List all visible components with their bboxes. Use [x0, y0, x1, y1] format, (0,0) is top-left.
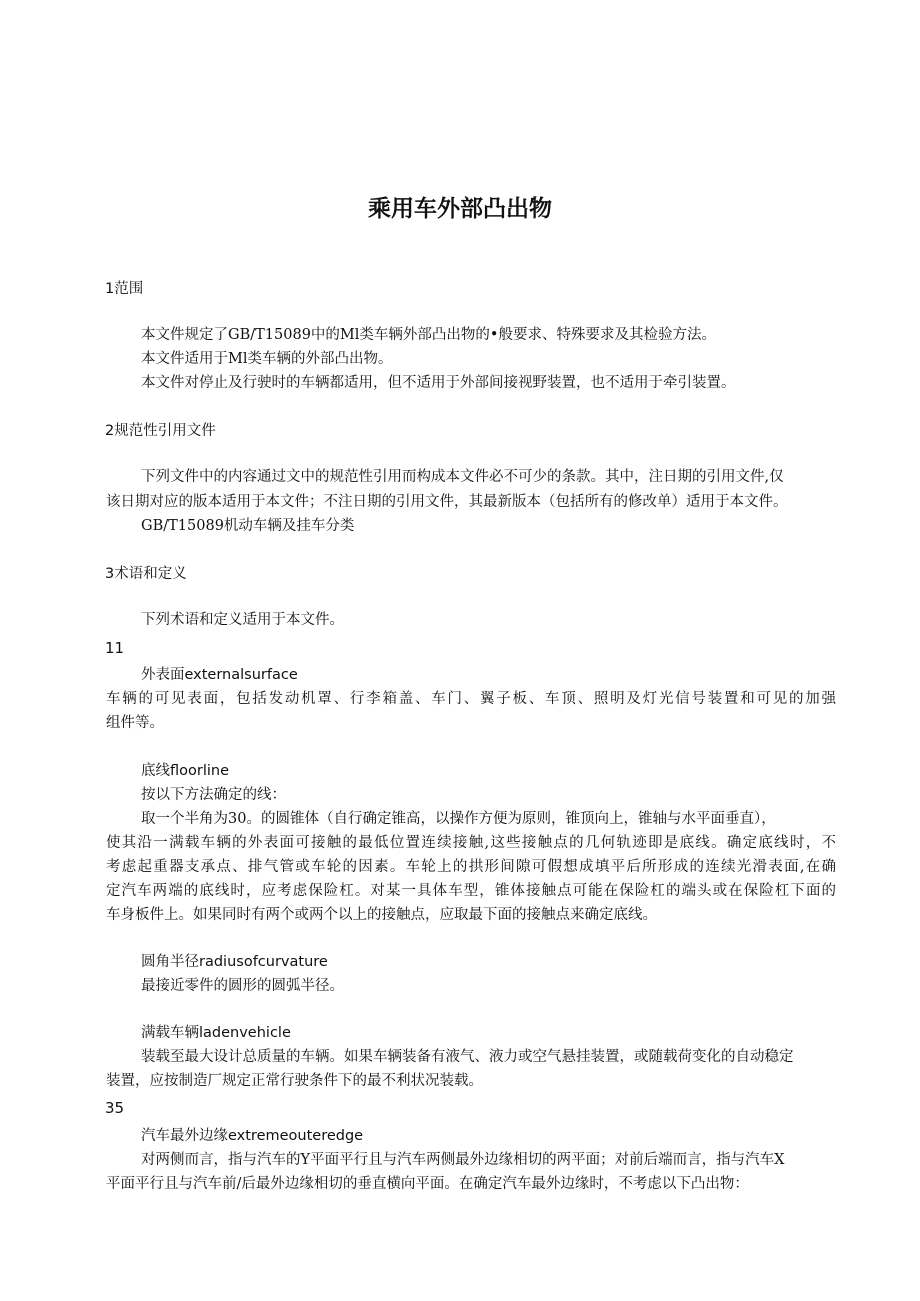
paragraph-line: 本文件规定了GB/T15089中的Ml类车辆外部凸出物的•般要求、特殊要求及其检验方法。	[141, 327, 716, 343]
paragraph-line: 对两侧而言，指与汽车的Y平面平行且与汽车两侧最外边缘相切的两平面；对前后端而言，指与汽车X	[141, 1152, 785, 1168]
term-heading: 满载车辆ladenvehicle	[141, 1025, 291, 1041]
clause-number: 11	[105, 639, 125, 657]
section-heading-scope: 1范围	[105, 281, 144, 297]
paragraph-line: 装置，应按制造厂规定正常行驶条件下的最不利状况装载。	[106, 1073, 483, 1089]
paragraph-line: 定汽车两端的底线时，应考虑保险杠。对某一具体车型，锥体接触点可能在保险杠的端头或在保险杠下面的	[106, 883, 836, 899]
clause-number: 35	[105, 1099, 125, 1117]
paragraph-line: 车身板件上。如果同时有两个或两个以上的接触点，应取最下面的接触点来确定底线。	[106, 907, 657, 923]
term-heading: 汽车最外边缘extremeouteredge	[141, 1128, 364, 1144]
paragraph-line: 本文件适用于Ml类车辆的外部凸出物。	[141, 351, 393, 367]
paragraph-line: 最接近零件的圆形的圆弧半径。	[141, 978, 344, 994]
paragraph-line: 本文件对停止及行驶时的车辆都适用，但不适用于外部间接视野装置，也不适用于牵引装置。	[141, 375, 736, 391]
term-heading: 圆角半径radiusofcurvature	[141, 954, 328, 970]
paragraph-line: 平面平行且与汽车前/后最外边缘相切的垂直横向平面。在确定汽车最外边缘时，不考虑以下凸出物：	[106, 1176, 749, 1192]
paragraph-line: 车辆的可见表面，包括发动机罩、行李箱盖、车门、翼子板、车顶、照明及灯光信号装置和可见的加强	[106, 691, 836, 707]
paragraph-line: 该日期对应的版本适用于本文件；不注日期的引用文件，其最新版本（包括所有的修改单）适用于本文件。	[106, 494, 788, 510]
term-heading: 外表面externalsurface	[141, 667, 298, 683]
paragraph-line: 按以下方法确定的线：	[141, 787, 286, 803]
paragraph-line: 使其沿一满载车辆的外表面可接触的最低位置连续接触,这些接触点的几何轨迹即是底线。确定底线时，不	[106, 835, 836, 851]
paragraph-line: 装载至最大设计总质量的车辆。如果车辆装备有液气、液力或空气悬挂装置，或随载荷变化的自动稳定	[141, 1049, 794, 1065]
paragraph-line: 下列文件中的内容通过文中的规范性引用而构成本文件必不可少的条款。其中，注日期的引用文件,仅	[141, 469, 784, 485]
paragraph-line: 下列术语和定义适用于本文件。	[141, 612, 344, 628]
section-heading-terms-definitions: 3术语和定义	[105, 566, 187, 582]
paragraph-line: 考虑起重器支承点、排气管或车轮的因素。车轮上的拱形间隙可假想成填平后所形成的连续光滑表面,在确	[106, 859, 836, 875]
paragraph-line: 取一个半角为30。的圆锥体（自行确定锥高，以操作方便为原则，锥顶向上，锥轴与水平面垂直），	[141, 811, 776, 827]
section-heading-normative-references: 2规范性引用文件	[105, 423, 216, 439]
term-heading: 底线floorline	[141, 763, 230, 779]
paragraph-line: 组件等。	[106, 715, 164, 731]
document-title: 乘用车外部凸出物	[368, 196, 552, 222]
reference-item: GB/T15089机动车辆及挂车分类	[141, 518, 355, 534]
